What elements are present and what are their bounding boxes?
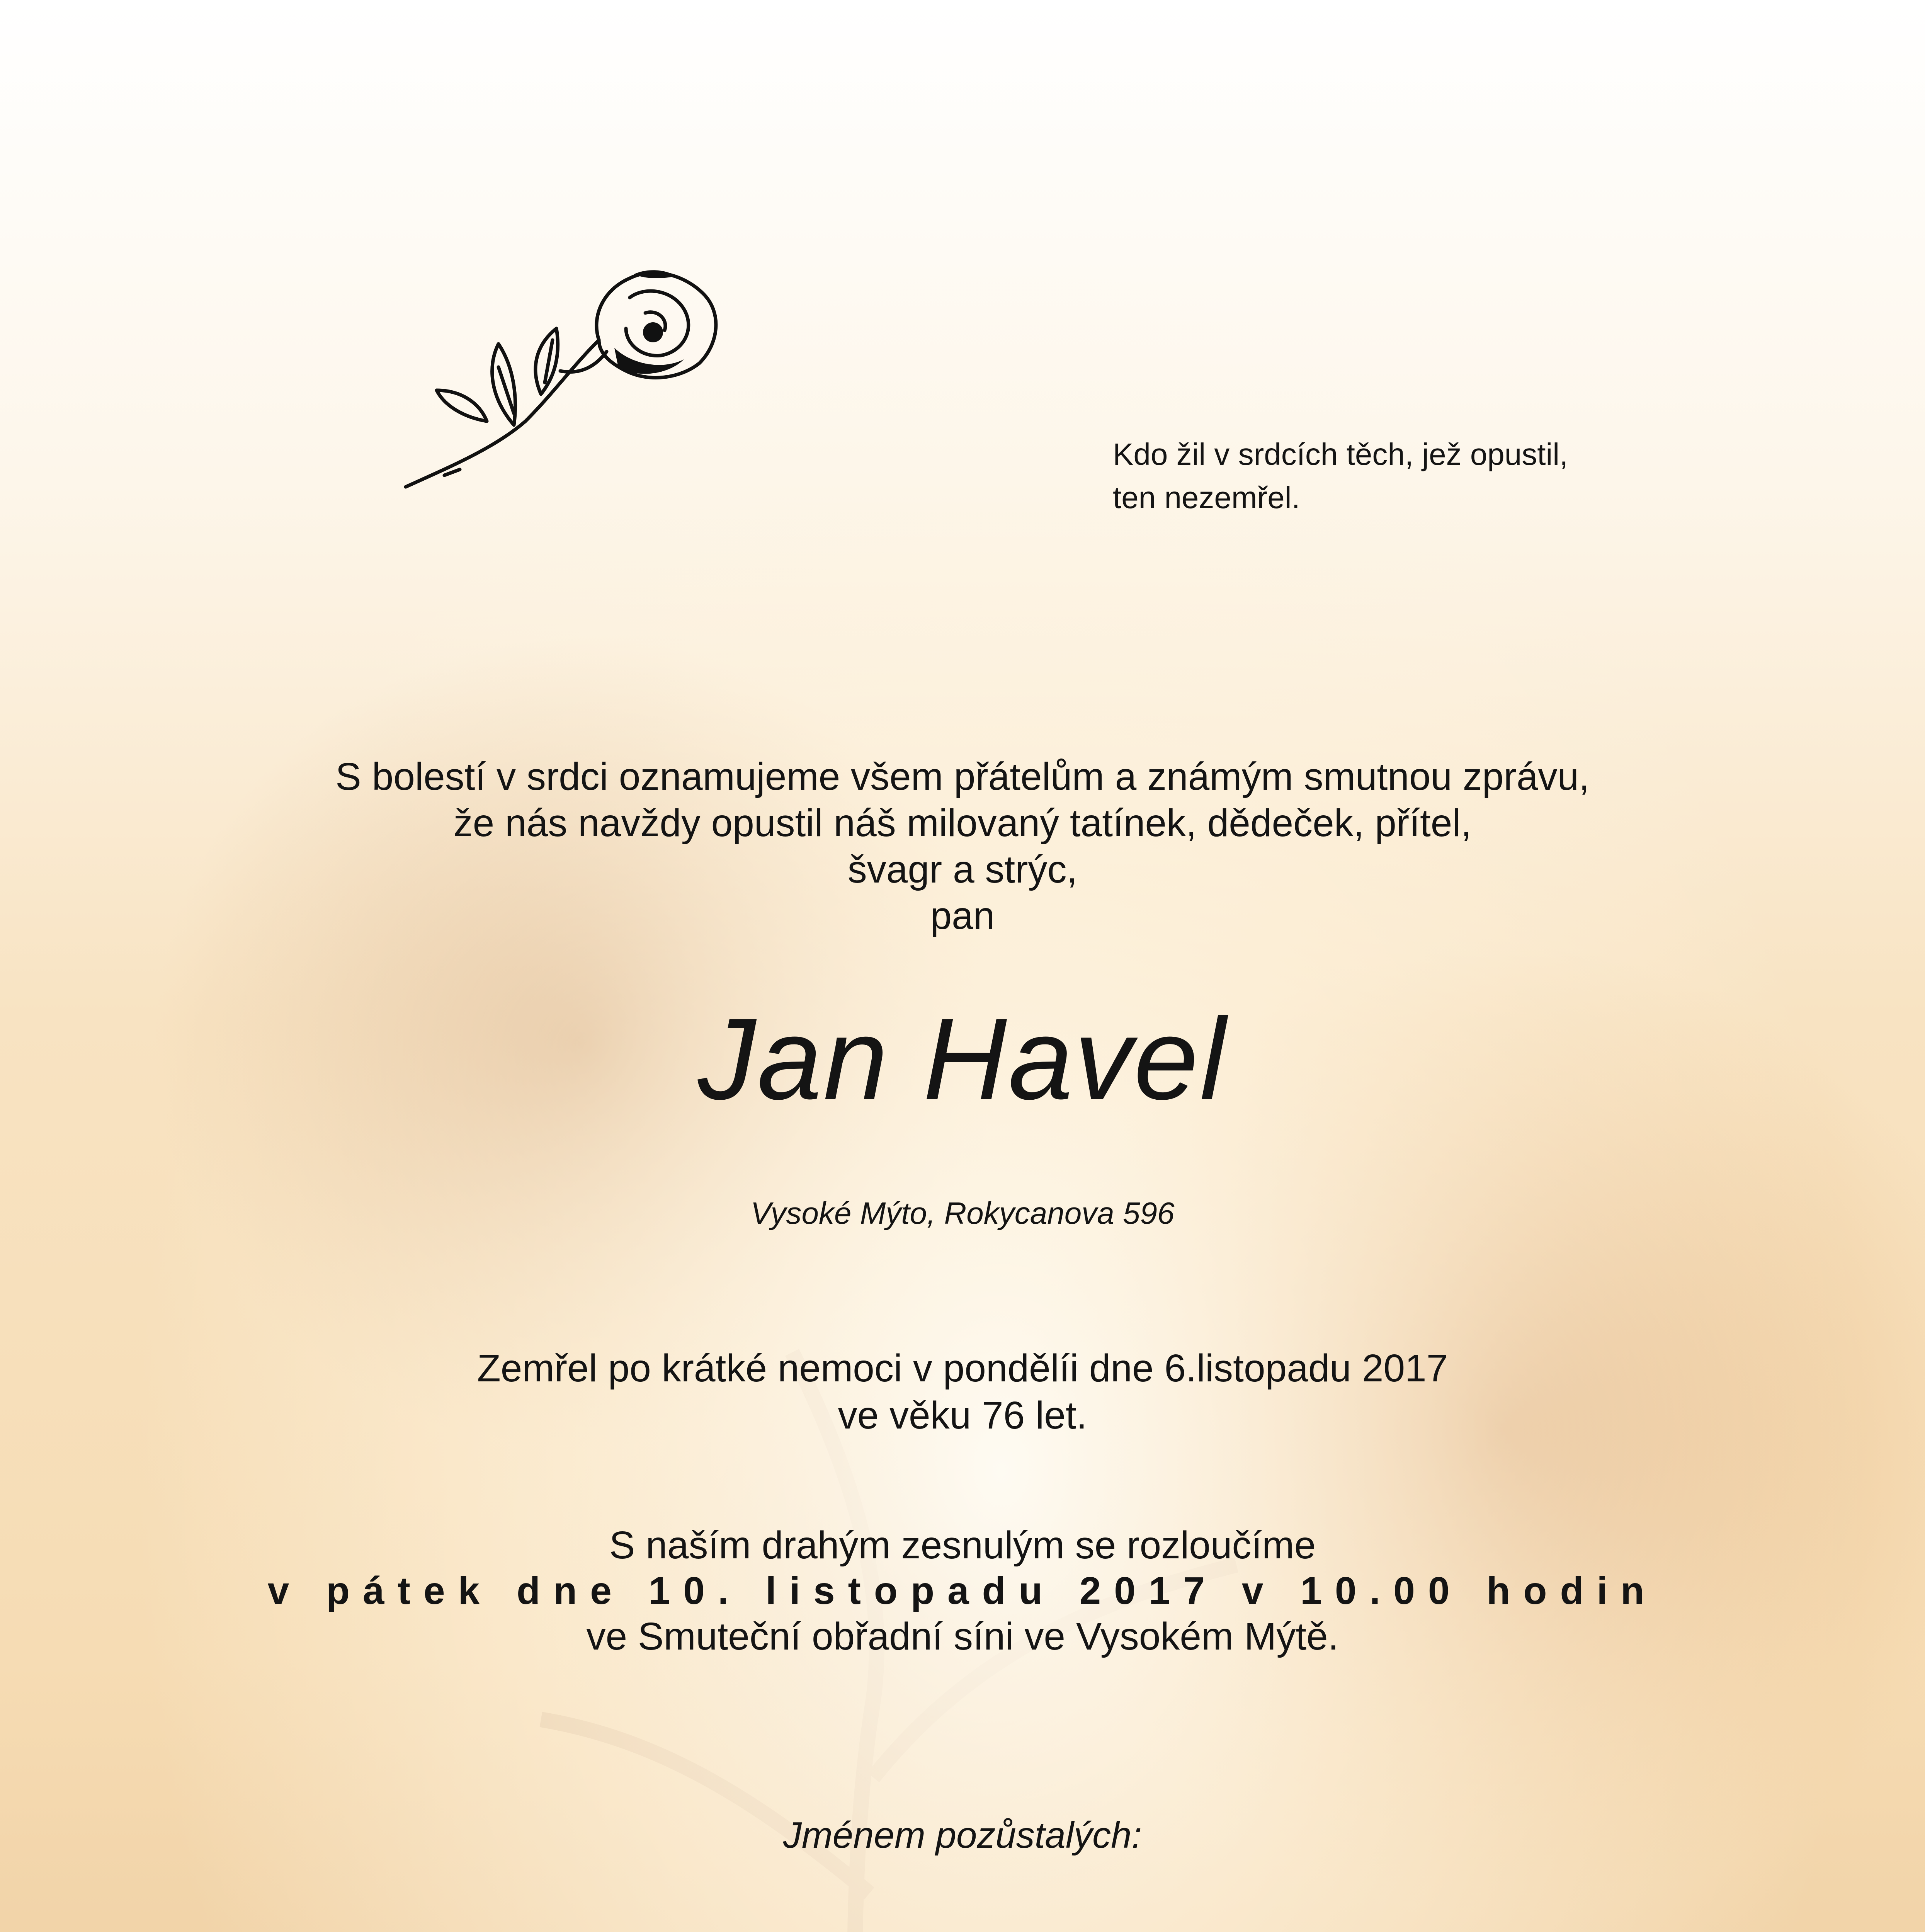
funeral-info bbox=[0, 1522, 1925, 1659]
motto-quote bbox=[1113, 433, 1568, 519]
motto-line: Kdo žil v srdcích těch, jež opustil, bbox=[1113, 437, 1568, 471]
intro-line: že nás navždy opustil náš milovaný tatínek, dědeček, přítel, bbox=[453, 801, 1472, 845]
funeral-line: S naším drahým zesnulým se rozloučíme bbox=[609, 1524, 1316, 1567]
deceased-address: Vysoké Mýto, Rokycanova 596 bbox=[750, 1196, 1175, 1230]
death-line: ve věku 76 let. bbox=[838, 1394, 1087, 1437]
intro-line: švagr a strýc, bbox=[847, 848, 1078, 891]
motto-line: ten nezemřel. bbox=[1113, 480, 1300, 515]
death-notice bbox=[0, 1345, 1925, 1439]
deceased-name: Jan Havel bbox=[697, 994, 1228, 1124]
rose-icon bbox=[398, 251, 746, 518]
death-line: Zemřel po krátké nemoci v pondělíi dne 6.listopadu 2017 bbox=[477, 1347, 1448, 1390]
intro-line: S bolestí v srdci oznamujeme všem přátelům a známým smutnou zprávu, bbox=[335, 755, 1590, 798]
intro-line: pan bbox=[930, 894, 995, 937]
announcement-intro bbox=[0, 753, 1925, 939]
funeral-place: ve Smuteční obřadní síni ve Vysokém Mýtě. bbox=[586, 1615, 1339, 1658]
funeral-date-time: v pátek dne 10. listopadu 2017 v 10.00 hodin bbox=[267, 1569, 1658, 1612]
on-behalf-heading: Jménem pozůstalých: bbox=[783, 1815, 1142, 1856]
